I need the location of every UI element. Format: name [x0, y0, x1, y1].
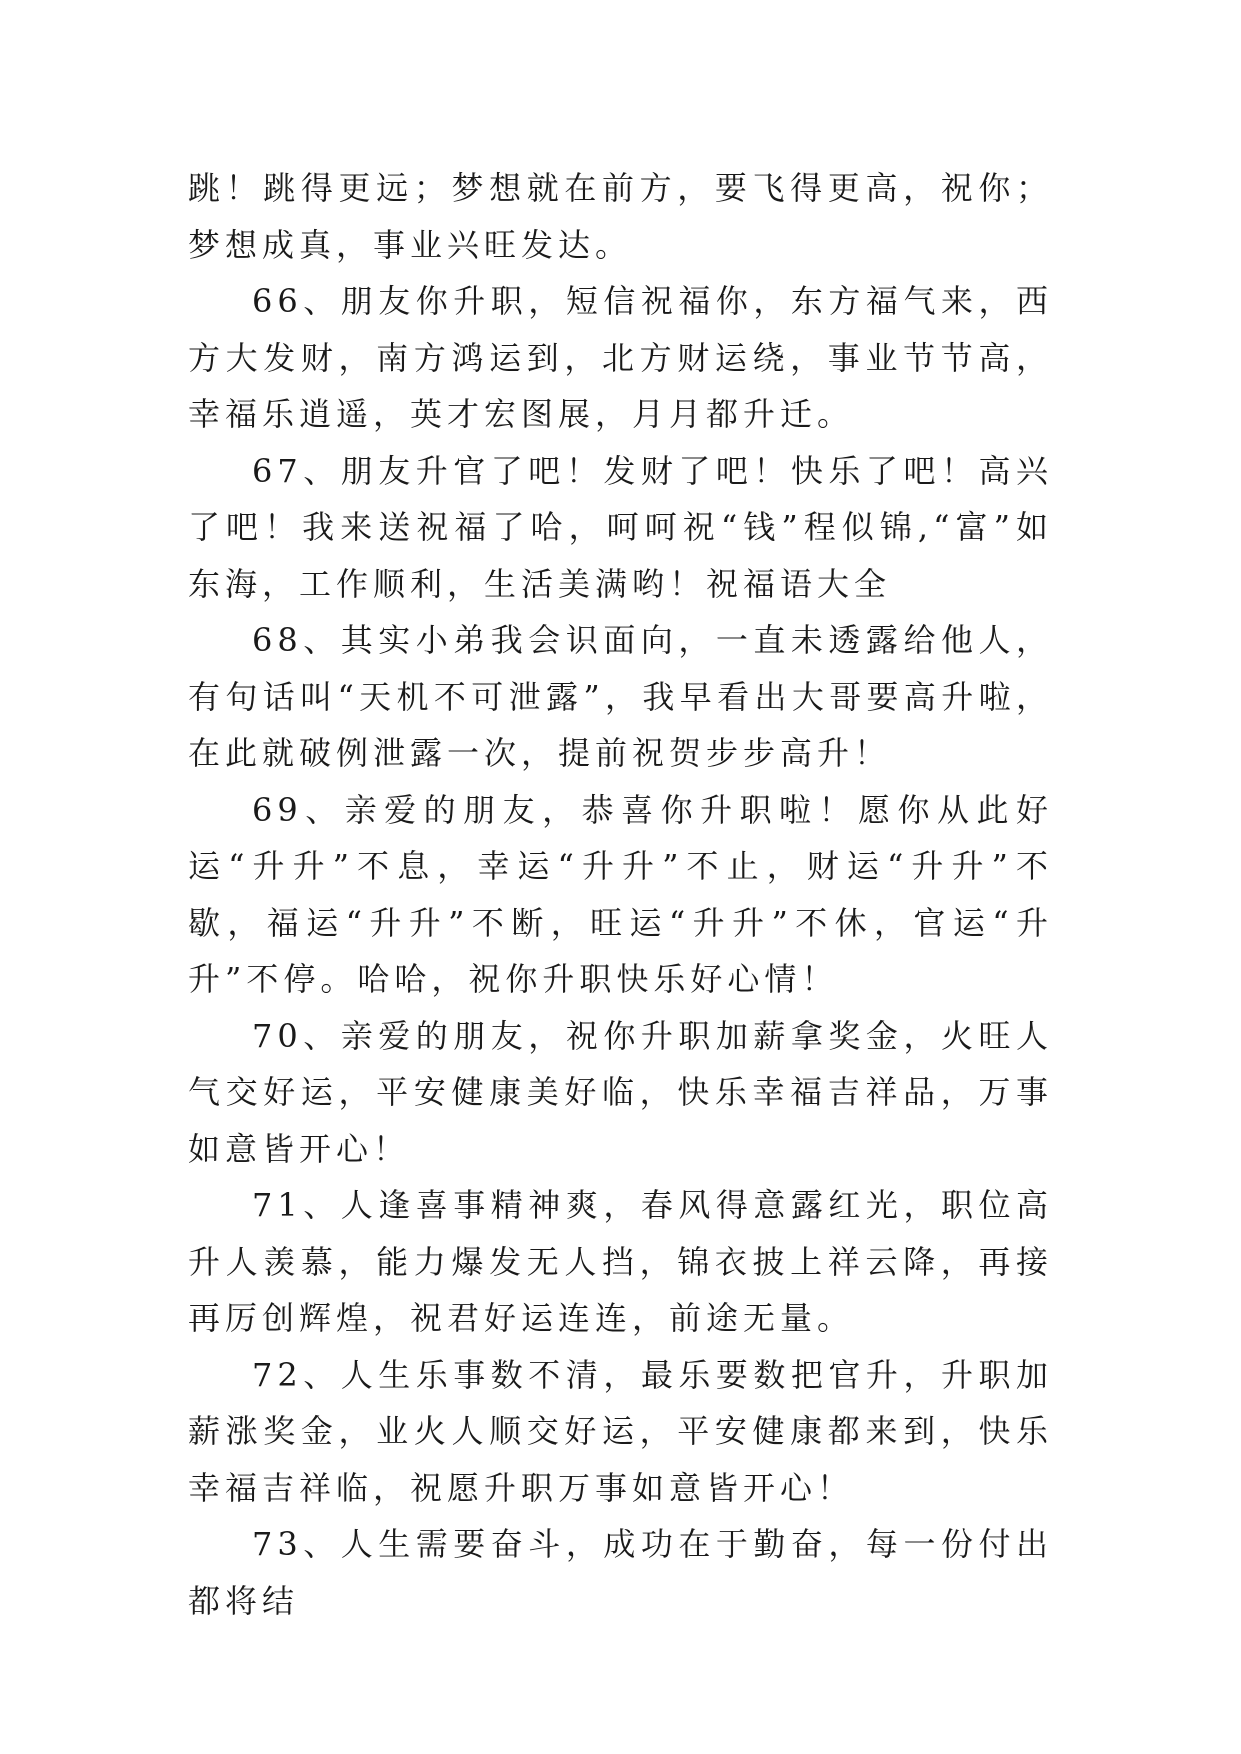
paragraph-continuation: 跳！跳得更远；梦想就在前方，要飞得更高，祝你；梦想成真，事业兴旺发达。 — [188, 169, 1053, 264]
paragraph-71: 71、人逢喜事精神爽，春风得意露红光，职位高升人羡慕，能力爆发无人挡，锦衣披上祥云降，再接再厉创辉煌，祝君好运连连，前途无量。 — [188, 1186, 1053, 1337]
paragraph-66: 66、朋友你升职，短信祝福你，东方福气来，西方大发财，南方鸿运到，北方财运绕，事业节节高，幸福乐逍遥，英才宏图展，月月都升迁。 — [188, 282, 1053, 433]
paragraph-68: 68、其实小弟我会识面向，一直未透露给他人，有句话叫“天机不可泄露”，我早看出大哥要高升啦，在此就破例泄露一次，提前祝贺步步高升！ — [188, 621, 1053, 772]
paragraph-70: 70、亲爱的朋友，祝你升职加薪拿奖金，火旺人气交好运，平安健康美好临，快乐幸福吉祥品，万事如意皆开心！ — [188, 1016, 1053, 1168]
paragraph-67: 67、朋友升官了吧！发财了吧！快乐了吧！高兴了吧！我来送祝福了哈，呵呵祝“钱”程似锦,“富”如东海，工作顺利，生活美满哟！祝福语大全 — [188, 451, 1053, 603]
document-body — [188, 160, 1053, 1629]
paragraph-73: 73、人生需要奋斗，成功在于勤奋，每一份付出都将结 — [188, 1525, 1053, 1620]
paragraph-72: 72、人生乐事数不清，最乐要数把官升，升职加薪涨奖金，业火人顺交好运，平安健康都来到，快乐幸福吉祥临，祝愿升职万事如意皆开心！ — [188, 1355, 1053, 1507]
paragraph-69: 69、亲爱的朋友，恭喜你升职啦！愿你从此好运“升升”不息，幸运“升升”不止，财运“升升”不歇，福运“升升”不断，旺运“升升”不休，官运“升升”不停。哈哈，祝你升职快乐好心情！ — [188, 790, 1053, 998]
